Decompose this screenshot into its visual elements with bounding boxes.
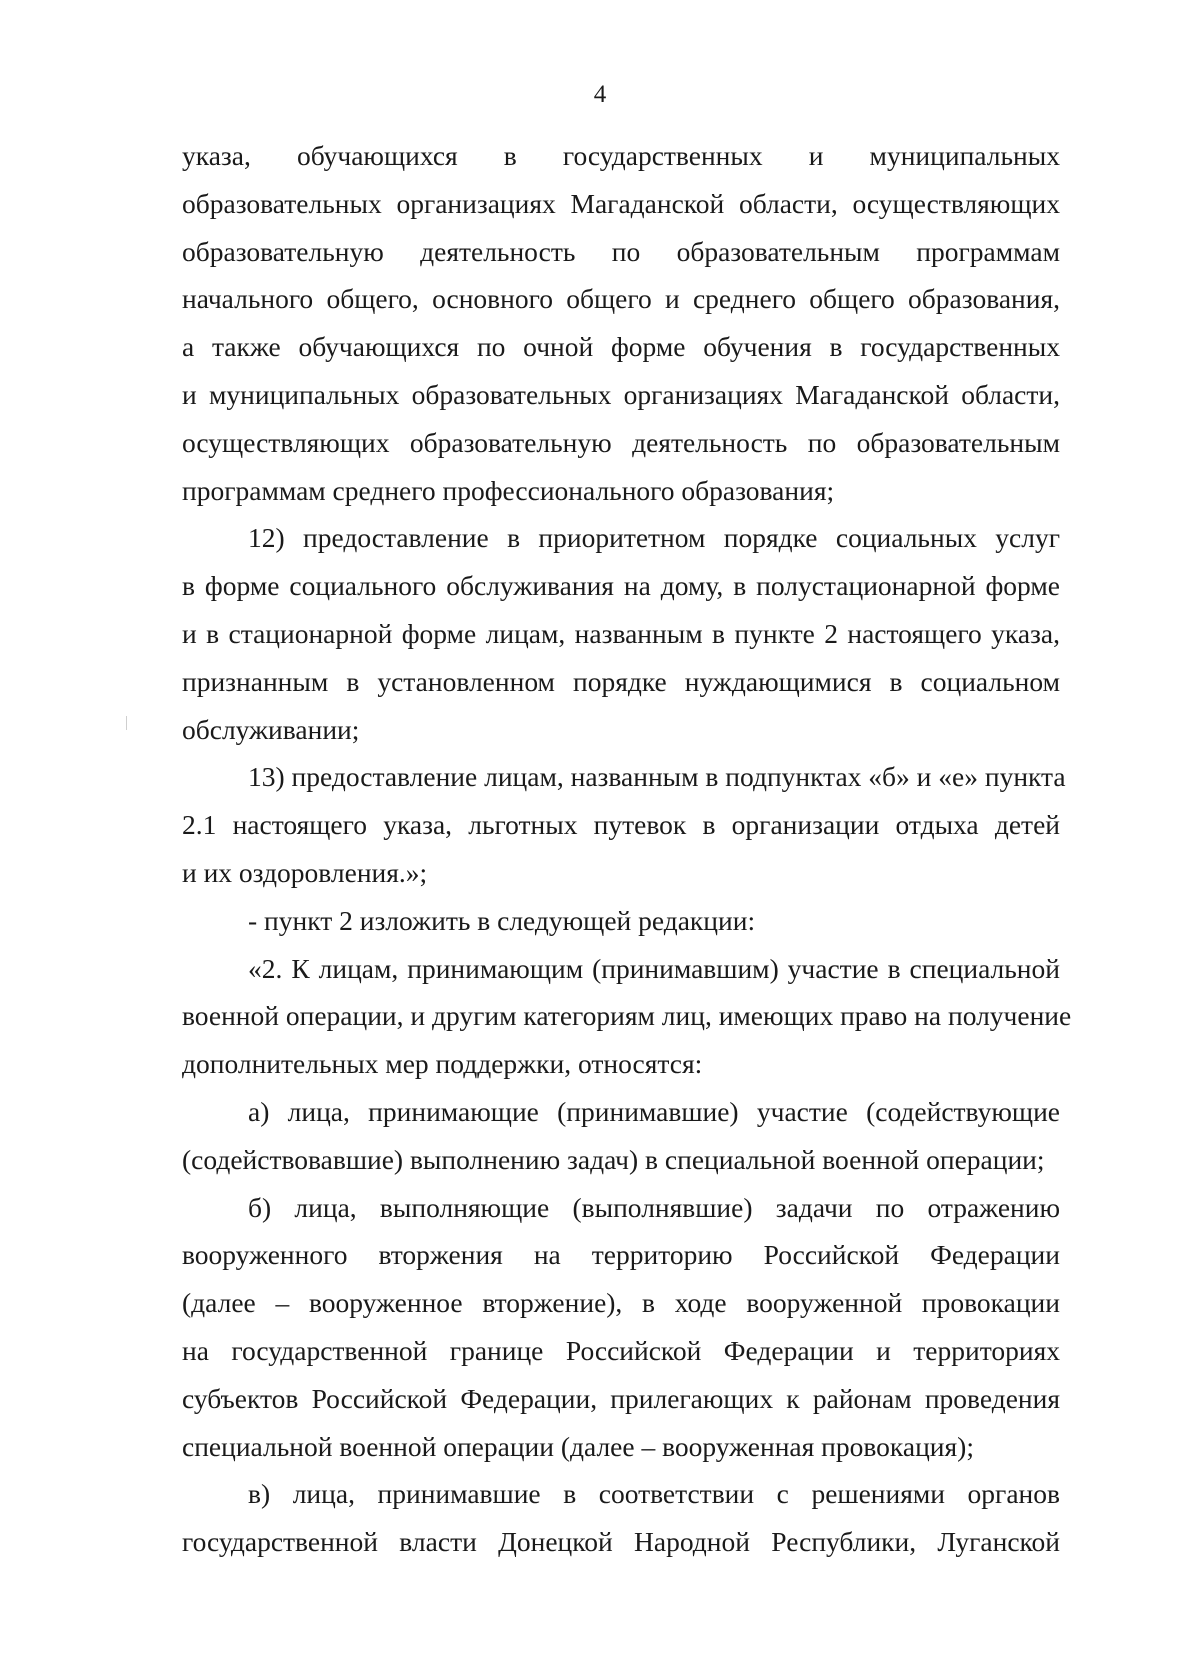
text-line: начального общего, основного общего и среднего общего образования, xyxy=(182,283,1060,315)
text-line: обслуживании; xyxy=(182,713,360,745)
text-word: территорию xyxy=(591,1239,733,1271)
text-word: муниципальных xyxy=(869,140,1060,171)
text-line: дополнительных мер поддержки, относятся: xyxy=(182,1048,703,1080)
text-word: в xyxy=(503,140,517,171)
text-word: образовательную xyxy=(182,235,384,267)
text-line xyxy=(182,1231,1060,1279)
text-line: а) лица, принимающие (принимавшие) участие (содействующие xyxy=(248,1095,1060,1127)
text-word: вооруженного xyxy=(182,1239,348,1271)
text-line: 12) предоставление в приоритетном порядке социальных услуг xyxy=(248,522,1060,554)
text-word: указа, xyxy=(182,140,251,171)
text-line: б) лица, выполняющие (выполнявшие) задачи по отражению xyxy=(248,1191,1060,1223)
text-word: на xyxy=(533,1239,561,1271)
text-word: вторжения xyxy=(378,1239,503,1271)
text-line xyxy=(182,132,1060,180)
text-word: обучающихся xyxy=(296,140,458,171)
text-line: 13) предоставление лицам, названным в подпунктах «б» и «е» пункта xyxy=(248,761,1066,793)
text-word: государственных xyxy=(562,140,763,171)
text-line: (содействовавшие) выполнению задач) в специальной военной операции; xyxy=(182,1143,1045,1175)
text-line: в форме социального обслуживания на дому, в полустационарной форме xyxy=(182,570,1060,602)
text-line: военной операции, и другим категориям лиц, имеющих право на получение xyxy=(182,1000,1072,1032)
text-line: и их оздоровления.»; xyxy=(182,856,428,888)
page-number: 4 xyxy=(593,81,607,108)
text-line: а также обучающихся по очной форме обучения в государственных xyxy=(182,331,1060,363)
text-line: и муниципальных образовательных организациях Магаданской области, xyxy=(182,378,1060,410)
text-word: и xyxy=(808,140,824,171)
text-line: государственной власти Донецкой Народной Республики, Луганской xyxy=(182,1526,1060,1558)
document-body-text xyxy=(182,132,1072,1566)
text-word: деятельность xyxy=(420,235,576,267)
text-line: - пункт 2 изложить в следующей редакции: xyxy=(248,904,756,936)
text-line: 2.1 настоящего указа, льготных путевок в организации отдыха детей xyxy=(182,809,1060,841)
text-line: на государственной границе Российской Федерации и территориях xyxy=(182,1334,1060,1366)
text-line: «2. К лицам, принимающим (принимавшим) участие в специальной xyxy=(248,952,1060,984)
text-line: осуществляющих образовательную деятельность по образовательным xyxy=(182,426,1060,458)
text-line: образовательных организациях Магаданской области, осуществляющих xyxy=(182,187,1060,219)
text-word: образовательным xyxy=(676,235,880,267)
text-word: по xyxy=(611,235,641,267)
text-word: Российской xyxy=(763,1239,900,1271)
scan-margin-mark xyxy=(126,716,127,730)
text-line: субъектов Российской Федерации, прилегающих к районам проведения xyxy=(182,1382,1060,1414)
text-line: специальной военной операции (далее – вооруженная провокация); xyxy=(182,1430,974,1462)
text-word: программам xyxy=(916,235,1060,267)
text-line: и в стационарной форме лицам, названным в пункте 2 настоящего указа, xyxy=(182,617,1060,649)
text-word: Федерации xyxy=(930,1239,1060,1271)
text-line: программам среднего профессионального образования; xyxy=(182,474,835,506)
text-line xyxy=(182,228,1060,276)
text-line: (далее – вооруженное вторжение), в ходе вооруженной провокации xyxy=(182,1287,1060,1319)
text-line: признанным в установленном порядке нуждающимися в социальном xyxy=(182,665,1060,697)
text-line: в) лица, принимавшие в соответствии с решениями органов xyxy=(248,1478,1060,1510)
